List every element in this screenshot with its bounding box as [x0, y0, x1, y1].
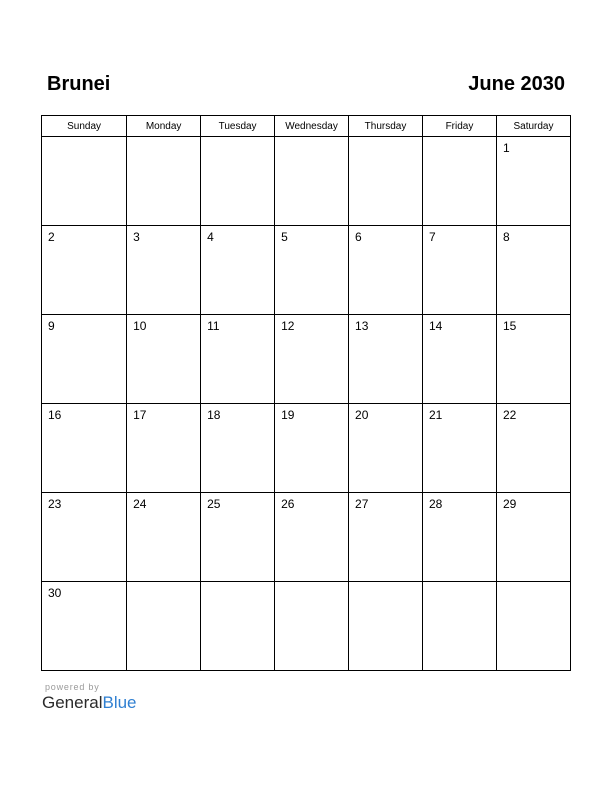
day-number: 14 — [429, 319, 443, 333]
week-row — [42, 493, 571, 582]
weekday-header: Sunday — [42, 116, 127, 137]
day-number: 12 — [281, 319, 295, 333]
brand-blue-text: Blue — [102, 693, 137, 712]
day-number: 7 — [429, 230, 436, 244]
day-cell — [349, 226, 423, 315]
weekday-header: Saturday — [496, 116, 570, 137]
day-number: 27 — [355, 497, 369, 511]
day-number: 10 — [133, 319, 147, 333]
day-number — [423, 137, 496, 141]
day-number — [423, 582, 496, 586]
day-number: 9 — [48, 319, 55, 333]
day-cell — [201, 404, 275, 493]
day-number: 15 — [502, 319, 517, 333]
day-cell — [127, 226, 201, 315]
day-cell — [349, 137, 423, 226]
day-number: 5 — [281, 230, 288, 244]
day-cell — [349, 582, 423, 671]
day-cell — [423, 226, 497, 315]
weekday-header: Tuesday — [201, 116, 275, 137]
day-cell — [496, 582, 570, 671]
day-number: 8 — [502, 230, 510, 244]
day-number: 21 — [429, 408, 443, 422]
day-number: 18 — [207, 408, 221, 422]
day-number: 20 — [355, 408, 369, 422]
day-cell — [201, 493, 275, 582]
week-row — [42, 582, 571, 671]
week-row — [42, 137, 571, 226]
day-cell — [275, 404, 349, 493]
day-cell — [423, 404, 497, 493]
country-title: Brunei — [47, 73, 111, 95]
month-year-title: June 2030 — [468, 73, 565, 95]
day-number: 16 — [48, 408, 62, 422]
day-cell — [275, 315, 349, 404]
day-number: 6 — [355, 230, 362, 244]
day-number: 24 — [133, 497, 147, 511]
day-number: 25 — [207, 497, 221, 511]
day-cell — [496, 404, 570, 493]
day-number — [275, 137, 348, 141]
week-row — [42, 226, 571, 315]
day-cell — [423, 582, 497, 671]
day-number — [497, 582, 570, 586]
weekday-header: Friday — [423, 116, 497, 137]
generalblue-logo[interactable] — [42, 693, 137, 713]
day-cell — [42, 315, 127, 404]
day-cell — [127, 493, 201, 582]
day-number: 1 — [502, 141, 510, 155]
week-row — [42, 404, 571, 493]
day-number — [127, 582, 200, 586]
day-number: 3 — [133, 230, 140, 244]
day-number — [349, 137, 422, 141]
weekday-header-row — [42, 116, 571, 137]
day-cell — [496, 315, 570, 404]
day-number — [127, 137, 200, 141]
day-number — [349, 582, 422, 586]
day-cell — [42, 137, 127, 226]
day-number: 2 — [48, 230, 55, 244]
day-cell — [42, 226, 127, 315]
weekday-header: Monday — [127, 116, 201, 137]
day-number: 30 — [48, 586, 62, 600]
day-cell — [42, 404, 127, 493]
day-cell — [201, 226, 275, 315]
day-number: 4 — [207, 230, 214, 244]
day-cell — [201, 315, 275, 404]
day-number: 13 — [355, 319, 369, 333]
powered-by-text: powered by — [45, 682, 100, 692]
day-number: 11 — [207, 319, 220, 333]
day-cell — [127, 315, 201, 404]
day-number — [42, 137, 126, 141]
day-number: 19 — [281, 408, 295, 422]
weekday-header: Wednesday — [275, 116, 349, 137]
day-number: 22 — [502, 408, 517, 422]
day-cell — [275, 493, 349, 582]
day-cell — [127, 582, 201, 671]
day-cell — [42, 493, 127, 582]
brand-general-text: General — [42, 693, 103, 712]
day-number: 28 — [429, 497, 443, 511]
day-cell — [349, 315, 423, 404]
day-cell — [423, 493, 497, 582]
day-cell — [496, 137, 570, 226]
day-cell — [201, 582, 275, 671]
day-cell — [349, 404, 423, 493]
day-cell — [496, 493, 570, 582]
day-cell — [127, 404, 201, 493]
day-number: 23 — [48, 497, 62, 511]
day-cell — [349, 493, 423, 582]
calendar-grid — [41, 115, 571, 671]
day-number — [201, 137, 274, 141]
day-number: 17 — [133, 408, 147, 422]
day-cell — [423, 315, 497, 404]
day-number: 26 — [281, 497, 295, 511]
day-number — [201, 582, 274, 586]
week-row — [42, 315, 571, 404]
day-cell — [275, 582, 349, 671]
weekday-header: Thursday — [349, 116, 423, 137]
day-cell — [275, 226, 349, 315]
day-cell — [201, 137, 275, 226]
day-number: 29 — [502, 497, 517, 511]
day-cell — [42, 582, 127, 671]
day-cell — [423, 137, 497, 226]
day-cell — [127, 137, 201, 226]
day-number — [275, 582, 348, 586]
day-cell — [275, 137, 349, 226]
day-cell — [496, 226, 570, 315]
